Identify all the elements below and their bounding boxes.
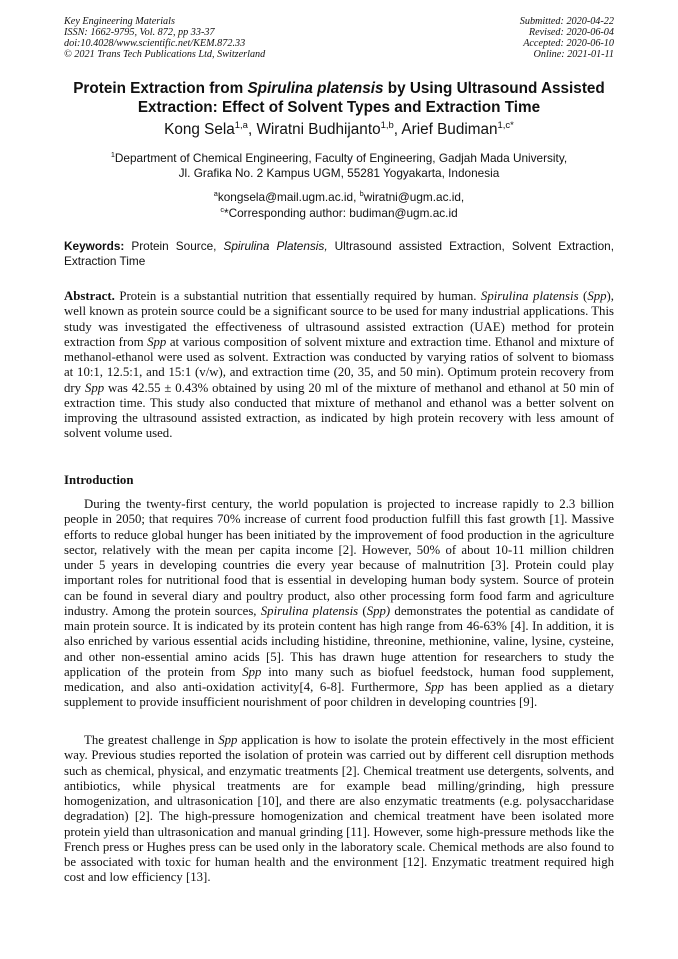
author-emails: $^a$kongsela@mail.ugm.ac.id, $^b$wiratni@ugm.ac.id, $^c$*Corresponding author: budiman@ugm.ac.id xyxy=(213,189,465,220)
affiliation: $^1$Department of Chemical Engineering, Faculty of Engineering, Gadjah Mada University, Jl. Grafika No. 2 Kampus UGM, 55281 Yogyakarta, Indonesia xyxy=(110,150,568,180)
author-name: Kong Sela xyxy=(164,121,235,138)
author-list: Kong Sela$^{1,a}$, Wiratni Budhijanto$^{1,b}$, Arief Budiman$^{1,c*}$ xyxy=(164,119,514,138)
keywords: Keywords: Protein Source, Spirulina Platensis, Ultrasound assisted Extraction, Solvent Extraction, Extraction Time xyxy=(64,239,614,268)
journal-header-left xyxy=(64,16,265,60)
journal-doi: doi:10.4028/www.scientific.net/KEM.872.33 xyxy=(64,38,246,49)
submitted-date: Submitted: 2020-04-22 xyxy=(519,16,614,27)
section-heading: Introduction xyxy=(64,473,134,487)
online-date: Online: 2021-01-11 xyxy=(533,49,614,60)
journal-issn: ISSN: 1662-9795, Vol. 872, pp 33-37 xyxy=(64,27,215,38)
journal-header-right xyxy=(520,16,614,60)
paragraph: The greatest challenge in Spp application is how to isolate the protein effectively in the most efficient way. Previous studies reported the isolation of protein was carried out by different cell disruption methods such as chemical, physical, and enzymatic treatments [2]. Chemical treatment use detergents, solvents, and antibiotics, while physical treatments are for example bead milling/grinding, high pressure homogenization, and ultrasonication [10], and there are also enzymatic treatments (e.g. polysaccharidase degradation) [2]. The high-pressure homogenization and chemical treatment have been isolated more protein yield than ultrasonication and manual grinding [11]. However, some high-pressure methods like the French press or Hughes press can be used only in the laboratory scale. Chemical methods are also found to be associated with toxic for human health and the environment [12]. Enzymatic treatment required high cost and low efficiency [13]. xyxy=(64,733,615,885)
abstract: Abstract. Protein is a substantial nutrition that essentially required by human. Spirulina platensis (Spp), well known as protein source could be a significant source to be used for many industrial applications. This study was investigated the effectiveness of ultrasound assisted extraction (UAE) method for protein extraction from Spp at various composition of solvent mixture and extraction time. Ethanol and mixture of methanol-ethanol were used as solvent. Extraction was conducted by varying ratios of solvent to biomass at 10:1, 12.5:1, and 15:1 (v/w), and extraction time (20, 35, and 50 min). Optimum protein recovery from dry Spp was 42.55 ± 0.43% obtained by using 20 ml of the mixture of methanol and ethanol at 50 min of extraction time. This study also conducted that mixture of methanol and ethanol was a better solvent on improving the ultrasound assisted extraction, as indicated by high protein recovery with less amount of solvent volume used. xyxy=(64,289,615,441)
email-link[interactable]: wiratni@ugm.ac.id, xyxy=(363,190,465,204)
revised-date: Revised: 2020-06-04 xyxy=(528,27,614,38)
paragraph: During the twenty-first century, the world population is projected to increase rapidly to 2.3 billion people in 2050; that requires 70% increase of current food production fulfill this fast growth [1]. Massive efforts to reduce global hunger has been initiated by the improvement of food production in the agriculture sector, relatively with the mean per capita income [2]. However, 50% of about 10-11 million children under 5 years in developing countries die every year because of malnutrition [3]. Protein could play important roles for nutritional food that is essential in developing human body system. Source of protein can be found in several diary and poultry product, also other processing form food farm and agriculture industry. Among the protein sources, Spirulina platensis (Spp) demonstrates the potential as candidate of main protein source. It is indicated by its protein content has high range from 46-63% [4]. In addition, it is also enriched by various essential acids including histidine, threonine, methionine, valine, lysine, cysteine, and other non-essential amino acids [5]. This has drawn huge attention for researchers to study the application of the protein from Spp into many such as biofuel feedstock, human food supplement, medication, and also anti-oxidation activity[4, 6-8]. Furthermore, Spp has been applied as a dietary supplement to provide insufficient nourishment of poor children in developing countries [9]. xyxy=(64,497,615,710)
email-link[interactable]: kongsela@mail.ugm.ac.id, xyxy=(217,190,360,204)
corresponding-author[interactable]: *Corresponding author: budiman@ugm.ac.id xyxy=(224,205,458,220)
author-name: Arief Budiman xyxy=(401,121,498,138)
accepted-date: Accepted: 2020-06-10 xyxy=(523,38,614,49)
abstract-label: Abstract. xyxy=(64,289,115,303)
paper-title: Protein Extraction from Spirulina platensis by Using Ultrasound Assisted Extraction: Effect of Solvent Types and Extraction Time xyxy=(73,80,605,116)
journal-copyright: © 2021 Trans Tech Publications Ltd, Switzerland xyxy=(64,49,266,60)
author-name: Wiratni Budhijanto xyxy=(256,121,381,138)
journal-name: Key Engineering Materials xyxy=(64,16,175,27)
